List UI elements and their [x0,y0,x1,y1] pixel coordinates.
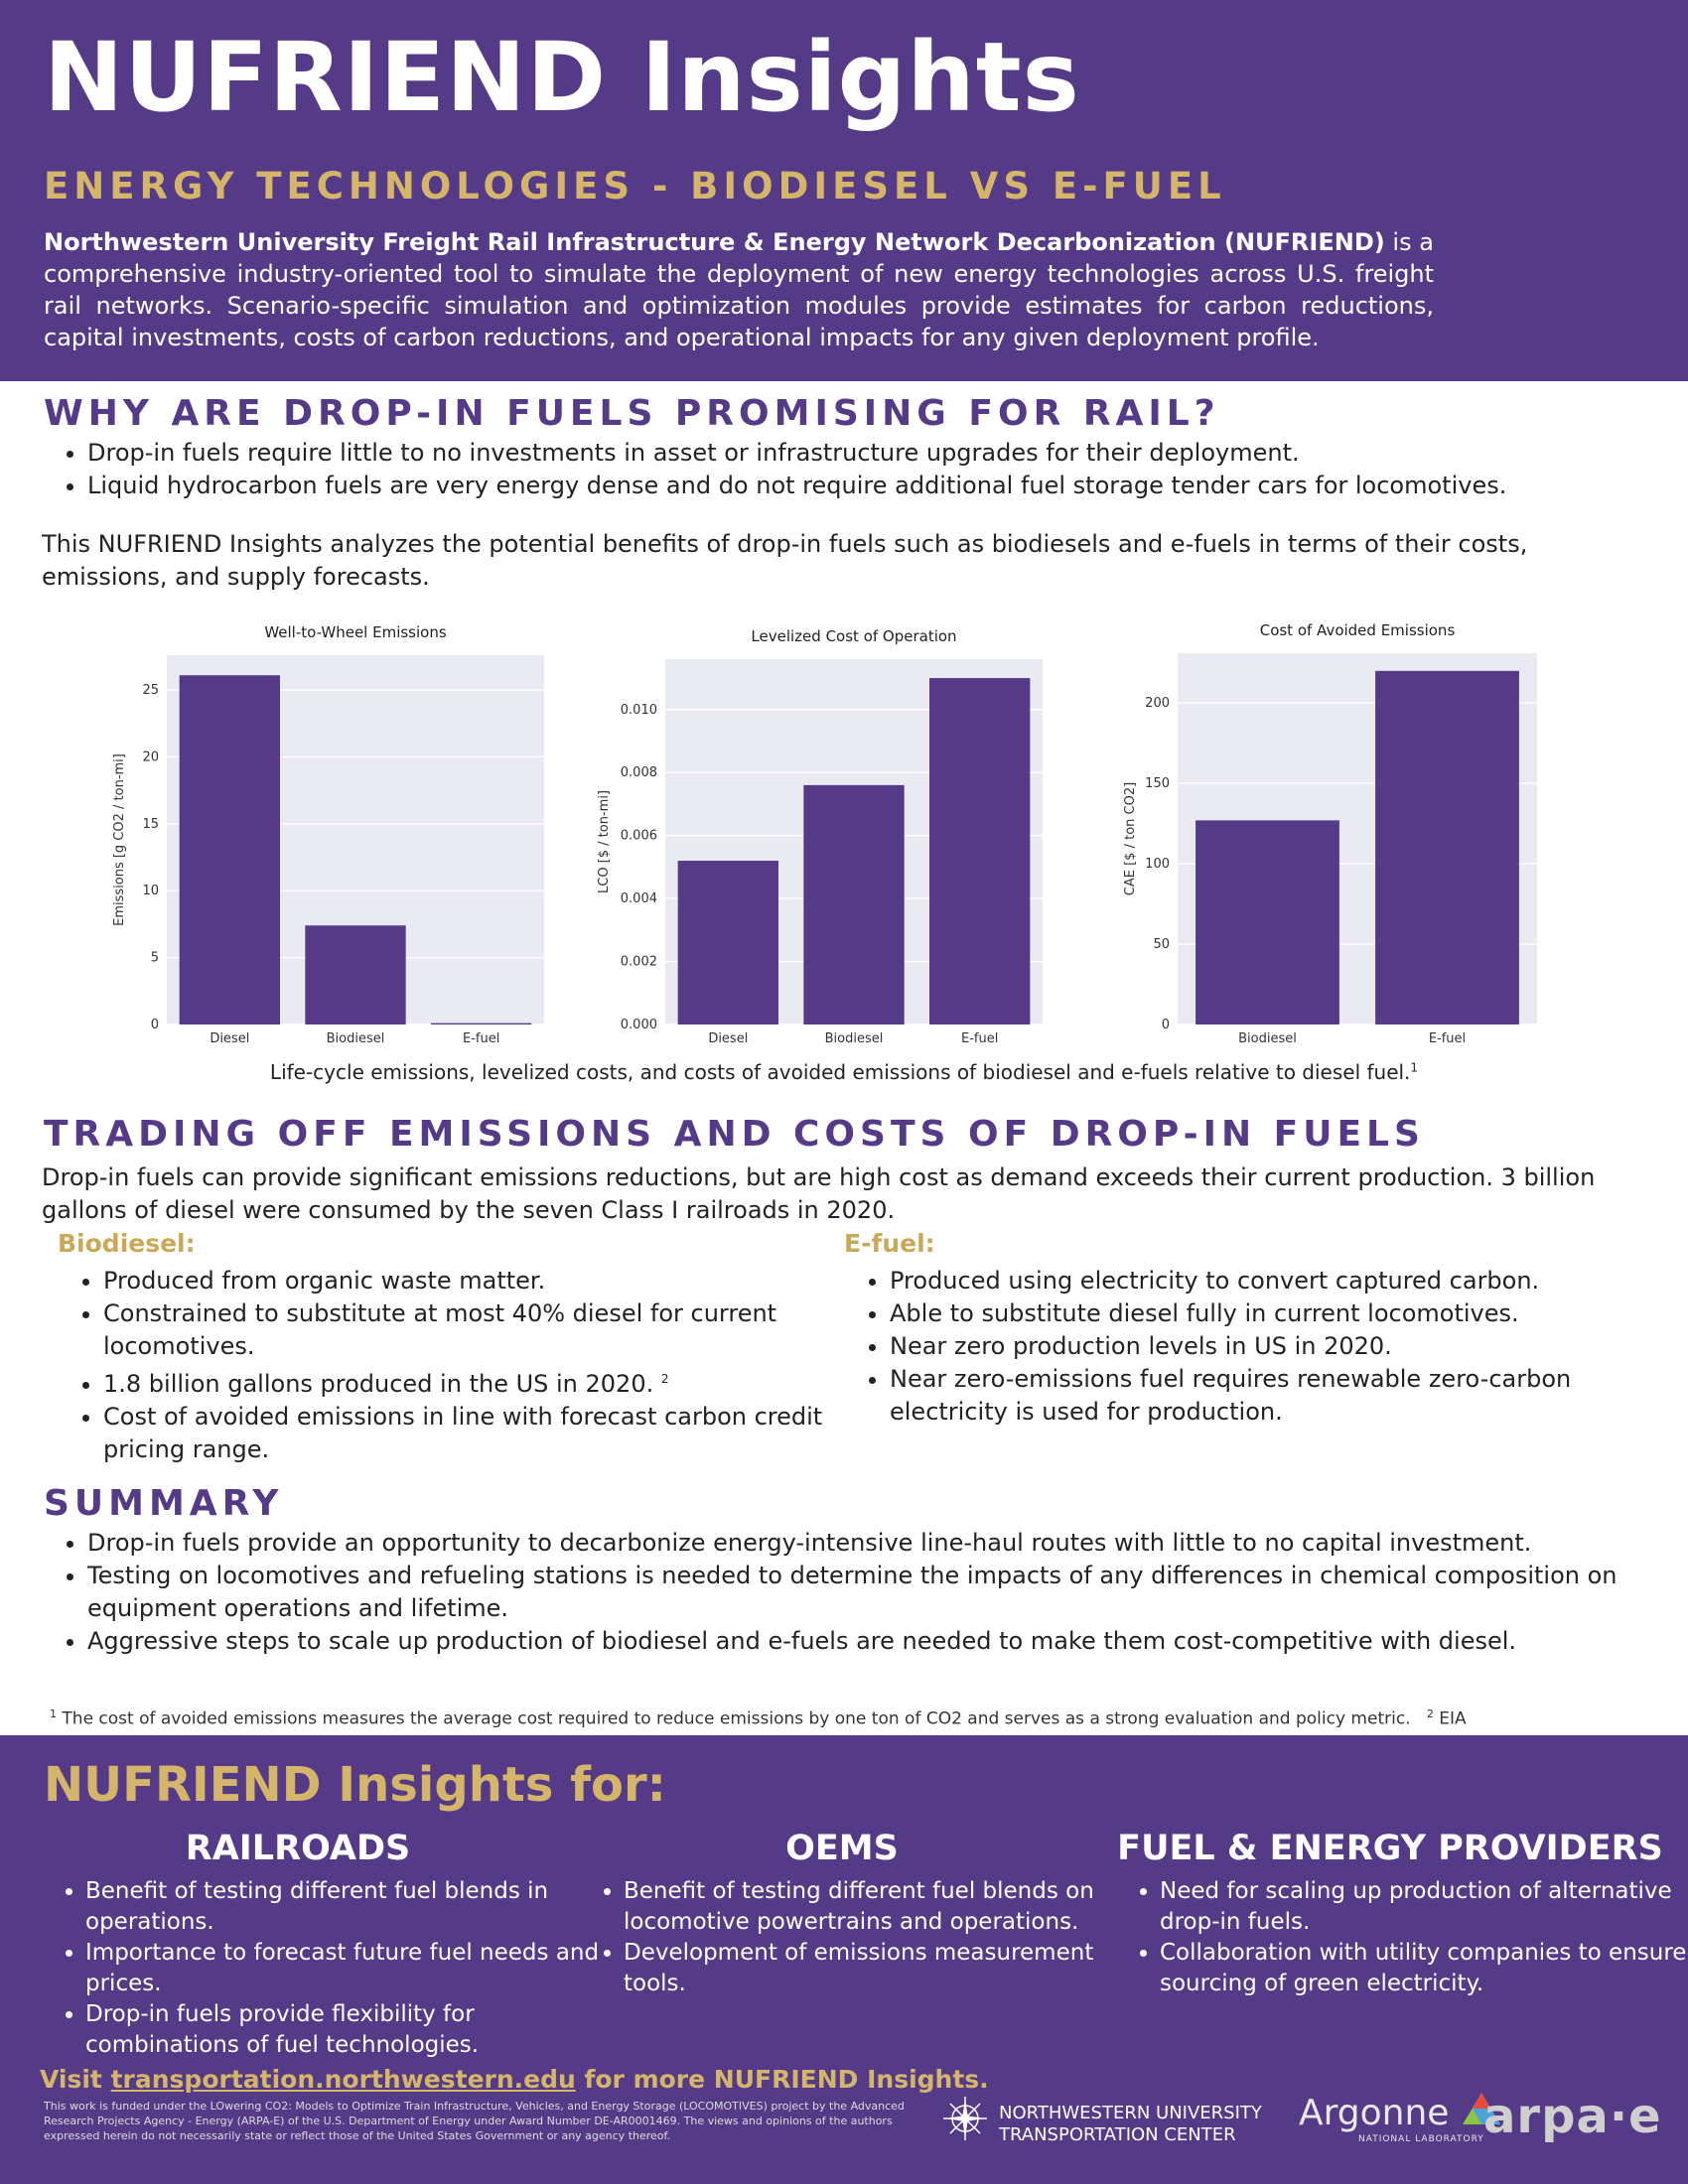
caption-text: Life-cycle emissions, levelized costs, and costs of avoided emissions of biodiesel and e-fuels relative to diesel fuel. [269,1060,1411,1084]
nu-line-1: NORTHWESTERN UNIVERSITY [999,2103,1262,2123]
list-item: • Produced from organic waste matter. [103,1265,882,1297]
summary-title: SUMMARY [44,1483,284,1524]
website-link[interactable]: transportation.northwestern.edu [110,2065,576,2094]
chart-emissions [112,623,544,1046]
argonne-wordmark: Argonne [1299,2093,1450,2133]
list-item: • Produced using electricity to convert captured carbon. [890,1265,1674,1297]
bar-biodiesel [305,925,405,1024]
x-tick-label: E-fuel [462,1031,500,1046]
providers-heading: FUEL & ENERGY PROVIDERS [1117,1829,1663,1868]
x-tick-label: E-fuel [960,1031,999,1046]
argonne-logo [1299,2093,1500,2144]
y-tick-label: 15 [142,816,159,832]
page-subtitle: ENERGY TECHNOLOGIES - BIODIESEL VS E-FUEL [44,165,1226,207]
list-item: • Near zero production levels in US in 2020. [890,1330,1674,1363]
list-item: • Drop-in fuels provide flexibility for combinations of fuel technologies. [85,1999,602,2061]
list-item: • Drop-in fuels provide an opportunity to decarbonize energy-intensive line-haul routes with little to no capital investment. [87,1527,1688,1560]
nu-line-2: TRANSPORTATION CENTER [999,2124,1236,2145]
y-tick-label: 0 [150,1018,159,1032]
list-item: • Constrained to substitute at most 40% diesel for current locomotives. [103,1297,882,1363]
y-tick-label: 0.000 [620,1018,657,1032]
y-tick-label: 10 [142,884,159,899]
y-tick-label: 25 [142,683,159,699]
list-item-text: 1.8 billion gallons produced in the US in 2020. [103,1370,654,1398]
arpa-e-logo: arpa·e [1483,2089,1662,2144]
oems-bullets [580,1876,1140,1999]
compass-icon [941,2095,989,2142]
bar-diesel [678,861,778,1024]
trading-title: TRADING OFF EMISSIONS AND COSTS OF DROP-IN FUELS [44,1114,1425,1155]
footnote-1-text: The cost of avoided emissions measures the average cost required to reduce emissions by one ton of CO2 and serves as a strong evaluation and policy metric. [62,1708,1411,1729]
y-tick-label: 200 [1145,696,1170,712]
y-tick-label: 150 [1145,776,1170,792]
y-axis-label: LCO [$ / ton-mi] [597,790,612,893]
chart-cae [1123,621,1537,1046]
list-item: • Aggressive steps to scale up production of biodiesel and e-fuels are needed to make them cost-competitive with diesel. [87,1625,1688,1658]
figure-caption [0,1060,1688,1084]
railroads-bullets [42,1876,602,2061]
list-item: • Benefit of testing different fuel blends in operations. [85,1876,602,1938]
y-tick-label: 0.004 [620,891,657,907]
bar-biodiesel [1196,820,1339,1024]
visit-pre: Visit [40,2065,111,2094]
footnote-ref: 2 [660,1372,669,1386]
y-tick-label: 0.008 [620,765,657,781]
efuel-heading: E-fuel: [844,1229,935,1258]
visit-post: for more NUFRIEND Insights. [575,2065,989,2094]
northwestern-logo [941,2095,1262,2146]
y-tick-label: 20 [142,750,159,765]
y-tick-label: 100 [1145,857,1170,873]
list-item: • Collaboration with utility companies to ensure sourcing of green electricity. [1160,1938,1688,1999]
x-tick-label: Diesel [210,1031,250,1046]
bar-diesel [180,675,280,1024]
providers-bullets [1116,1876,1688,1999]
chart-title: Levelized Cost of Operation [751,627,957,645]
bar-biodiesel [803,785,904,1024]
list-item: • Benefit of testing different fuel blends on locomotive powertrains and operations. [624,1876,1140,1938]
x-tick-label: Biodiesel [824,1031,884,1046]
list-item: • Need for scaling up production of alternative drop-in fuels. [1160,1876,1688,1938]
page-title: NUFRIEND Insights [44,22,1080,133]
bar-e-fuel [929,678,1030,1024]
footer-banner [0,1735,1688,2184]
charts-figure [0,615,1688,1052]
list-item: • Cost of avoided emissions in line with forecast carbon credit pricing range. [103,1401,882,1466]
y-tick-label: 0.006 [620,828,657,844]
visit-line [40,2065,989,2094]
why-bullets [44,437,1688,502]
chart-lco [597,627,1043,1046]
list-item: • Near zero-emissions fuel requires renewable zero-carbon electricity is used for production. [890,1363,1674,1429]
intro-bold: Northwestern University Freight Rail Infrastructure & Energy Network Decarbonization (NUFRIEND) [44,228,1385,256]
y-tick-label: 0.010 [620,702,657,718]
biodiesel-bullets [60,1265,882,1466]
why-title: WHY ARE DROP-IN FUELS PROMISING FOR RAIL? [44,393,1220,434]
x-tick-label: E-fuel [1428,1031,1467,1046]
list-item [103,1363,882,1401]
y-tick-label: 0.002 [620,954,657,970]
list-item: • Development of emissions measurement tools. [624,1938,1140,1999]
footnote-1-marker: 1 [50,1707,57,1720]
list-item: • Liquid hydrocarbon fuels are very energy dense and do not require additional fuel storage tender cars for locomotives. [87,470,1688,502]
y-tick-label: 5 [150,950,159,966]
x-tick-label: Diesel [708,1031,749,1046]
list-item: • Able to substitute diesel fully in current locomotives. [890,1297,1674,1330]
list-item: • Importance to forecast future fuel needs and prices. [85,1938,602,1999]
footnotes [50,1707,1467,1729]
x-tick-label: Biodiesel [326,1031,385,1046]
efuel-bullets [846,1265,1674,1429]
biodiesel-heading: Biodiesel: [58,1229,196,1258]
footer-title: NUFRIEND Insights for: [44,1757,666,1813]
intro-paragraph [44,226,1434,353]
caption-footnote-ref: 1 [1410,1060,1419,1075]
bar-e-fuel [1375,671,1519,1024]
footnote-2-text: EIA [1439,1708,1467,1729]
footnote-2-marker: 2 [1426,1707,1434,1720]
trading-paragraph: Drop-in fuels can provide significant emissions reductions, but are high cost as demand exceeds their current production. 3 billion gallons of diesel were consumed by the seven Class I railroads in 2020. [42,1163,1596,1224]
list-item: • Testing on locomotives and refueling stations is needed to determine the impacts of any differences in chemical composition on equipment operations and lifetime. [87,1560,1688,1625]
railroads-heading: RAILROADS [185,1829,411,1868]
oems-heading: OEMS [785,1829,899,1868]
y-axis-label: Emissions [g CO2 / ton-mi] [112,753,127,926]
y-axis-label: CAE [$ / ton CO2] [1123,781,1138,896]
why-paragraph: This NUFRIEND Insights analyzes the potential benefits of drop-in fuels such as biodiesels and e-fuels in terms of their costs, emissions, and supply forecasts. [42,530,1528,591]
chart-title: Well-to-Wheel Emissions [264,623,447,641]
x-tick-label: Biodiesel [1238,1031,1297,1046]
header-banner [0,0,1688,381]
y-tick-label: 0 [1161,1018,1170,1032]
y-tick-label: 50 [1153,937,1170,953]
summary-bullets [44,1527,1688,1658]
funding-statement: This work is funded under the LOwering CO2: Models to Optimize Train Infrastructure, Vehicles, and Energy Storage (LOCOMOTIVES) project by the Advanced Research Projects Agency - Energy (ARPA-E) of the U.S. Department of Energy under Award Number DE-AR0001469. The views and opinions of the authors expressed herein do not necessarily state or reflect those of the United States Government or any agency thereof. [44,2100,905,2142]
chart-title: Cost of Avoided Emissions [1259,621,1456,639]
intro-rest: is a comprehensive industry-oriented tool to simulate the deployment of new energy technologies across U.S. freight rail networks. Scenario-specific simulation and optimization modules provide estimates for carbon reductions, capital investments, costs of carbon reductions, and operational impacts for any given deployment profile. [44,228,1434,351]
list-item: • Drop-in fuels require little to no investments in asset or infrastructure upgrades for their deployment. [87,437,1688,470]
argonne-sub: NATIONAL LABORATORY [1358,2134,1484,2144]
